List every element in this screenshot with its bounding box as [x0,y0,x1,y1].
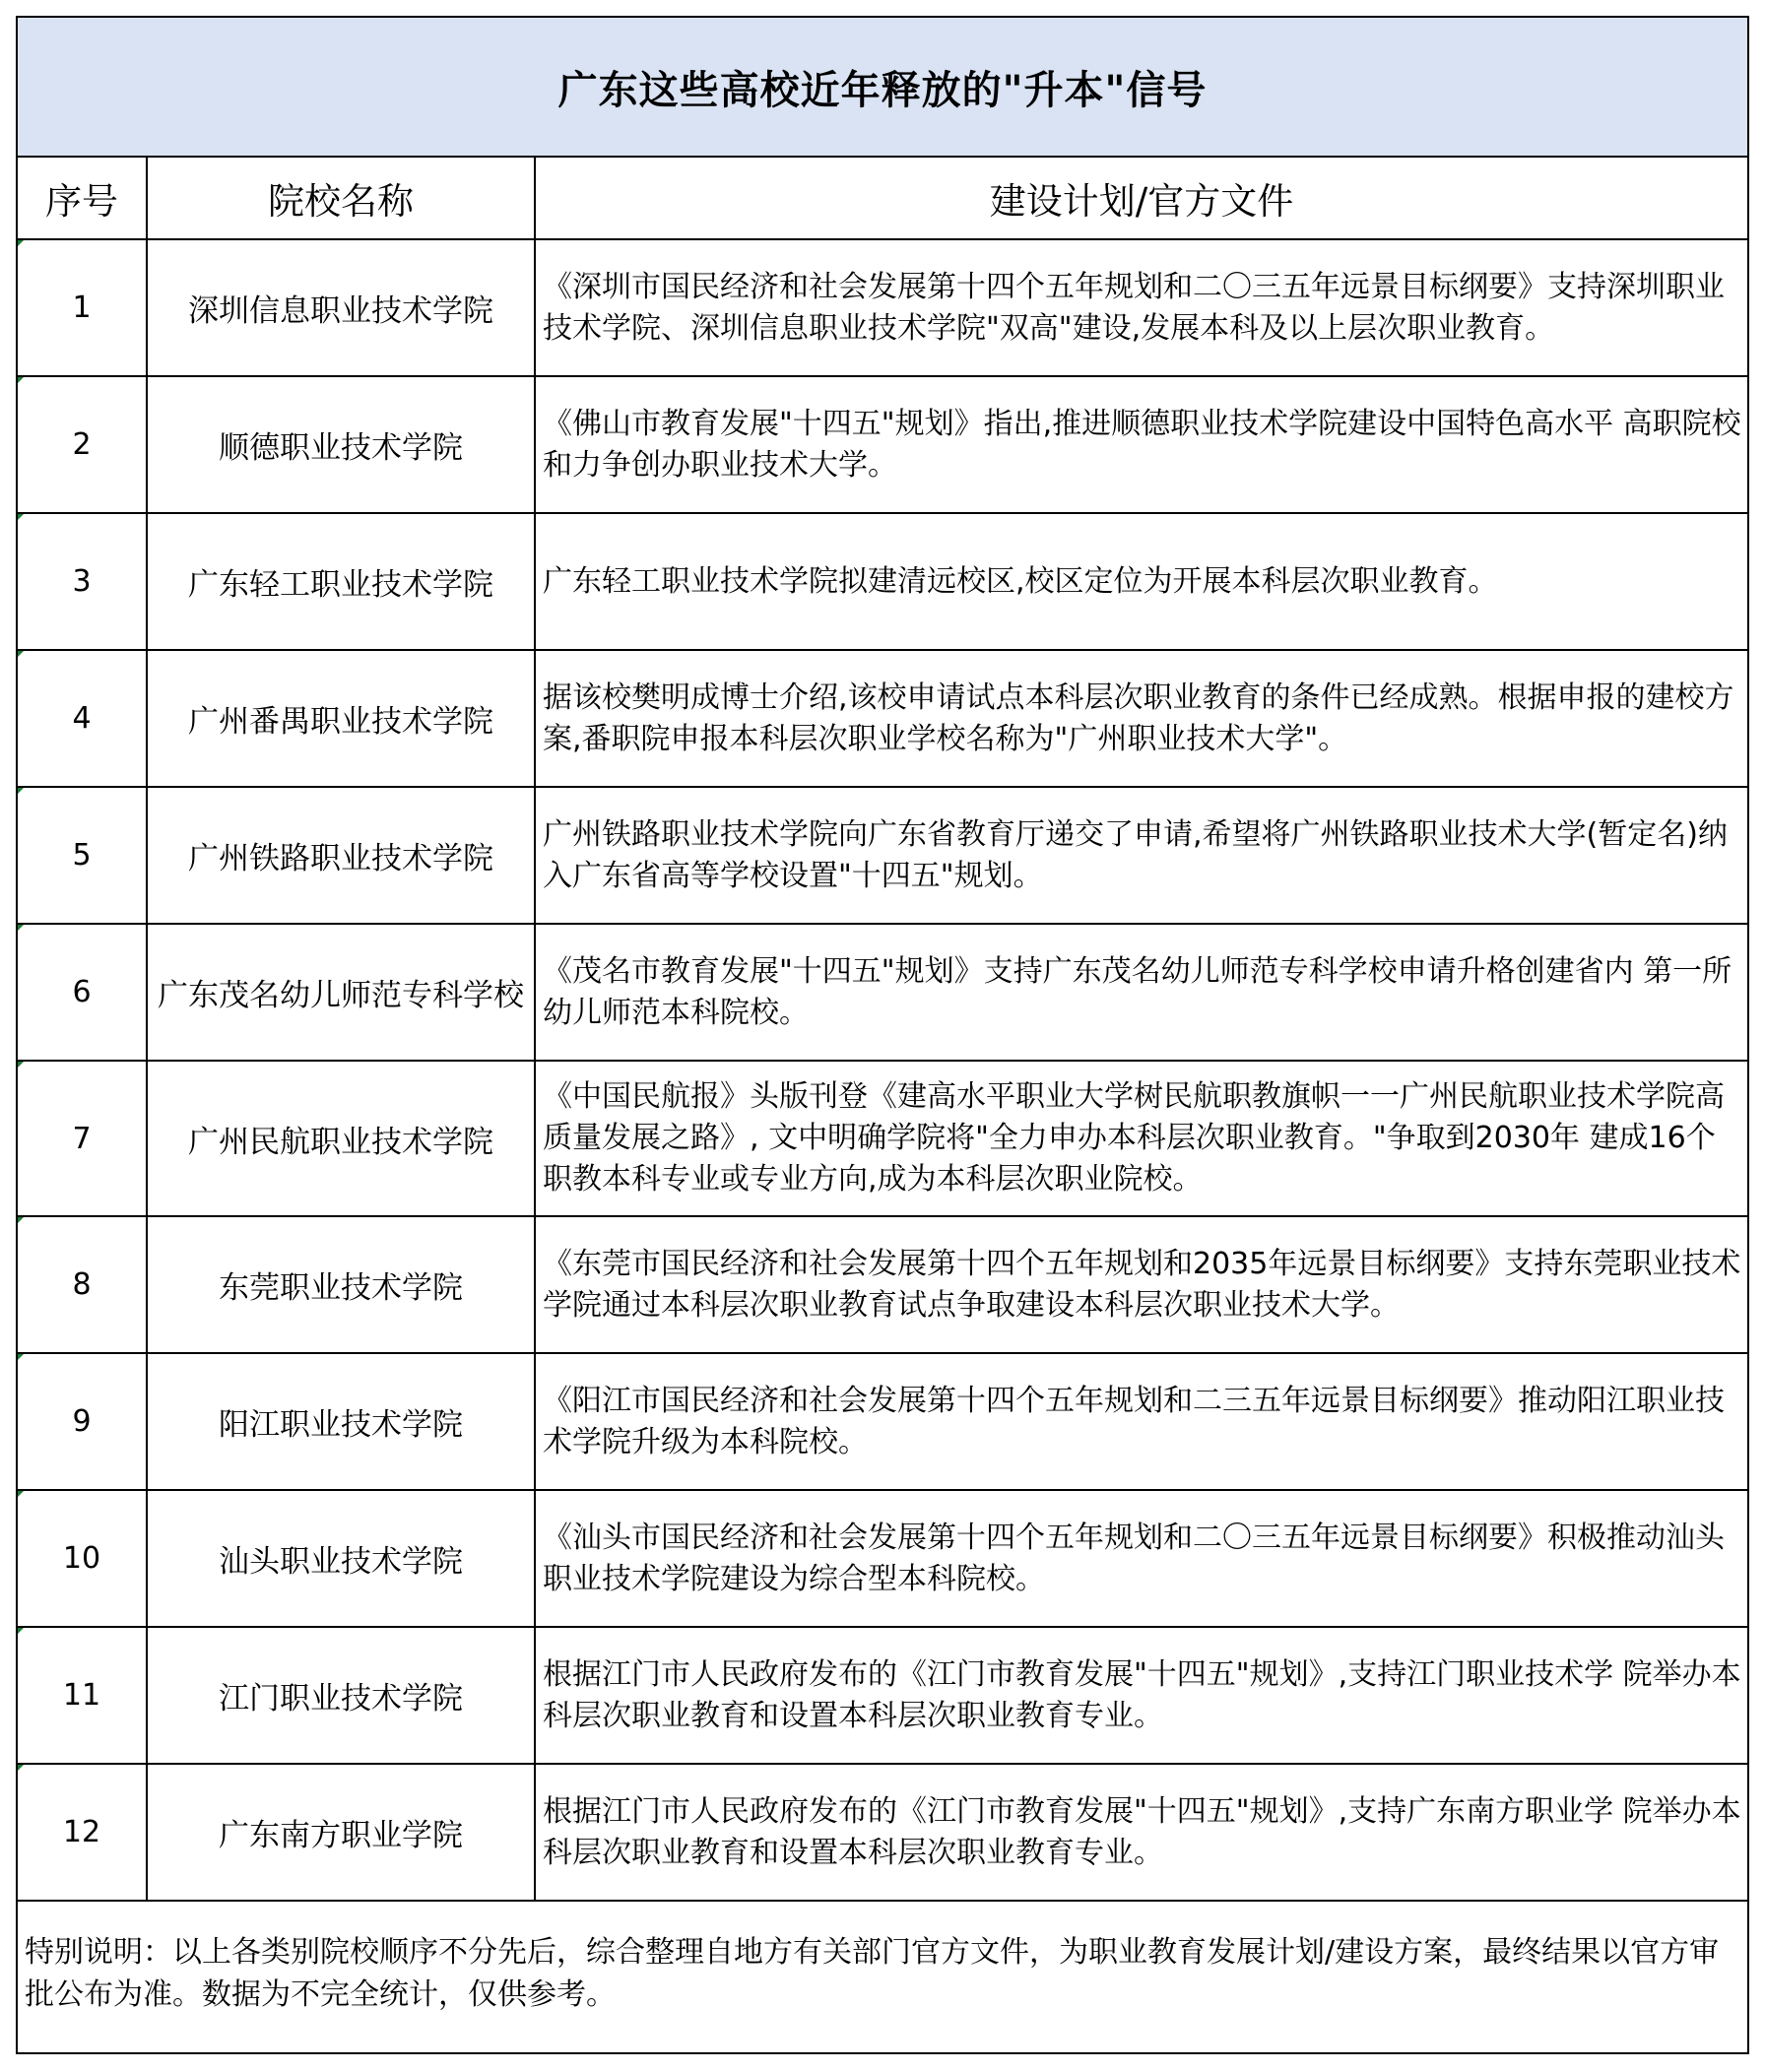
table-row [18,924,1747,1061]
school-name: 广东轻工职业技术学院 [147,513,535,650]
school-name: 广东南方职业学院 [147,1764,535,1901]
plan-document: 《中国民航报》头版刊登《建高水平职业大学树民航职教旗帜一一广州民航职业技术学院高质量发展之路》, 文中明确学院将"全力申办本科层次职业教育。"争取到2030年 建成16个职教本科专业或专业方向,成为本科层次职业院校。 [535,1061,1747,1216]
row-number [18,376,147,513]
school-name: 汕头职业技术学院 [147,1490,535,1627]
cell-marker-icon [18,240,24,246]
table-row [18,1353,1747,1490]
plan-document: 《深圳市国民经济和社会发展第十四个五年规划和二〇三五年远景目标纲要》支持深圳职业技术学院、深圳信息职业技术学院"双高"建设,发展本科及以上层次职业教育。 [535,239,1747,376]
row-number [18,513,147,650]
school-name: 广州民航职业技术学院 [147,1061,535,1216]
row-number [18,239,147,376]
school-name: 东莞职业技术学院 [147,1216,535,1353]
school-name: 广州铁路职业技术学院 [147,787,535,924]
cell-marker-icon [18,1765,24,1771]
school-name: 深圳信息职业技术学院 [147,239,535,376]
cell-marker-icon [18,925,24,931]
table-row [18,650,1747,787]
school-table [18,18,1747,2043]
row-number [18,1490,147,1627]
table-row [18,1490,1747,1627]
row-number-text: 12 [62,1815,101,1849]
row-number-text: 8 [72,1267,92,1302]
table-row [18,1216,1747,1353]
row-number-text: 5 [72,838,92,873]
table-row [18,1764,1747,1901]
cell-marker-icon [18,1217,24,1223]
row-number-text: 6 [72,975,92,1009]
row-number-text: 11 [62,1678,101,1713]
table-row [18,1061,1747,1216]
row-number-text: 10 [62,1541,101,1576]
footnote: 特别说明：以上各类别院校顺序不分先后，综合整理自地方有关部门官方文件，为职业教育发展计划/建设方案，最终结果以官方审批公布为准。数据为不完全统计，仅供参考。 [25,1935,1720,2012]
school-name: 顺德职业技术学院 [147,376,535,513]
cell-marker-icon [18,1062,24,1068]
cell-marker-icon [18,651,24,657]
header-no: 序号 [18,157,147,239]
row-number-text: 9 [72,1404,92,1439]
table-row [18,513,1747,650]
plan-document: 广东轻工职业技术学院拟建清远校区,校区定位为开展本科层次职业教育。 [535,513,1747,650]
table-row [18,787,1747,924]
cell-marker-icon [18,377,24,383]
row-number [18,1353,147,1490]
table-row [18,376,1747,513]
plan-document: 《阳江市国民经济和社会发展第十四个五年规划和二三五年远景目标纲要》推动阳江职业技术学院升级为本科院校。 [535,1353,1747,1490]
cell-marker-icon [18,514,24,520]
school-name: 阳江职业技术学院 [147,1353,535,1490]
row-number [18,1764,147,1901]
note-row [18,1901,1747,2043]
row-number-text: 1 [72,291,92,325]
row-number [18,1061,147,1216]
row-number [18,1216,147,1353]
plan-document: 《东莞市国民经济和社会发展第十四个五年规划和2035年远景目标纲要》支持东莞职业技术学院通过本科层次职业教育试点争取建设本科层次职业技术大学。 [535,1216,1747,1353]
cell-marker-icon [18,1628,24,1634]
table-sheet [16,16,1749,2054]
table-title: 广东这些高校近年释放的"升本"信号 [18,18,1747,157]
cell-marker-icon [18,1491,24,1497]
school-name: 广东茂名幼儿师范专科学校 [147,924,535,1061]
table-row [18,1627,1747,1764]
cell-marker-icon [18,788,24,794]
row-number [18,787,147,924]
row-number-text: 2 [72,427,92,462]
row-number-text: 4 [72,701,92,736]
title-row [18,18,1747,157]
plan-document: 《汕头市国民经济和社会发展第十四个五年规划和二〇三五年远景目标纲要》积极推动汕头职业技术学院建设为综合型本科院校。 [535,1490,1747,1627]
row-number [18,1627,147,1764]
row-number [18,650,147,787]
plan-document: 广州铁路职业技术学院向广东省教育厅递交了申请,希望将广州铁路职业技术大学(暂定名)纳入广东省高等学校设置"十四五"规划。 [535,787,1747,924]
row-number [18,924,147,1061]
row-number-text: 7 [72,1121,92,1156]
plan-document: 根据江门市人民政府发布的《江门市教育发展"十四五"规划》,支持广东南方职业学 院举办本科层次职业教育和设置本科层次职业教育专业。 [535,1764,1747,1901]
school-name: 江门职业技术学院 [147,1627,535,1764]
row-number-text: 3 [72,564,92,599]
plan-document: 《佛山市教育发展"十四五"规划》指出,推进顺德职业技术学院建设中国特色高水平 高职院校和力争创办职业技术大学。 [535,376,1747,513]
header-school: 院校名称 [147,157,535,239]
header-plan: 建设计划/官方文件 [535,157,1747,239]
table-row [18,239,1747,376]
plan-document: 据该校樊明成博士介绍,该校申请试点本科层次职业教育的条件已经成熟。根据申报的建校方案,番职院申报本科层次职业学校名称为"广州职业技术大学"。 [535,650,1747,787]
header-row [18,157,1747,239]
school-name: 广州番禺职业技术学院 [147,650,535,787]
cell-marker-icon [18,1354,24,1360]
plan-document: 根据江门市人民政府发布的《江门市教育发展"十四五"规划》,支持江门职业技术学 院举办本科层次职业教育和设置本科层次职业教育专业。 [535,1627,1747,1764]
plan-document: 《茂名市教育发展"十四五"规划》支持广东茂名幼儿师范专科学校申请升格创建省内 第一所幼儿师范本科院校。 [535,924,1747,1061]
